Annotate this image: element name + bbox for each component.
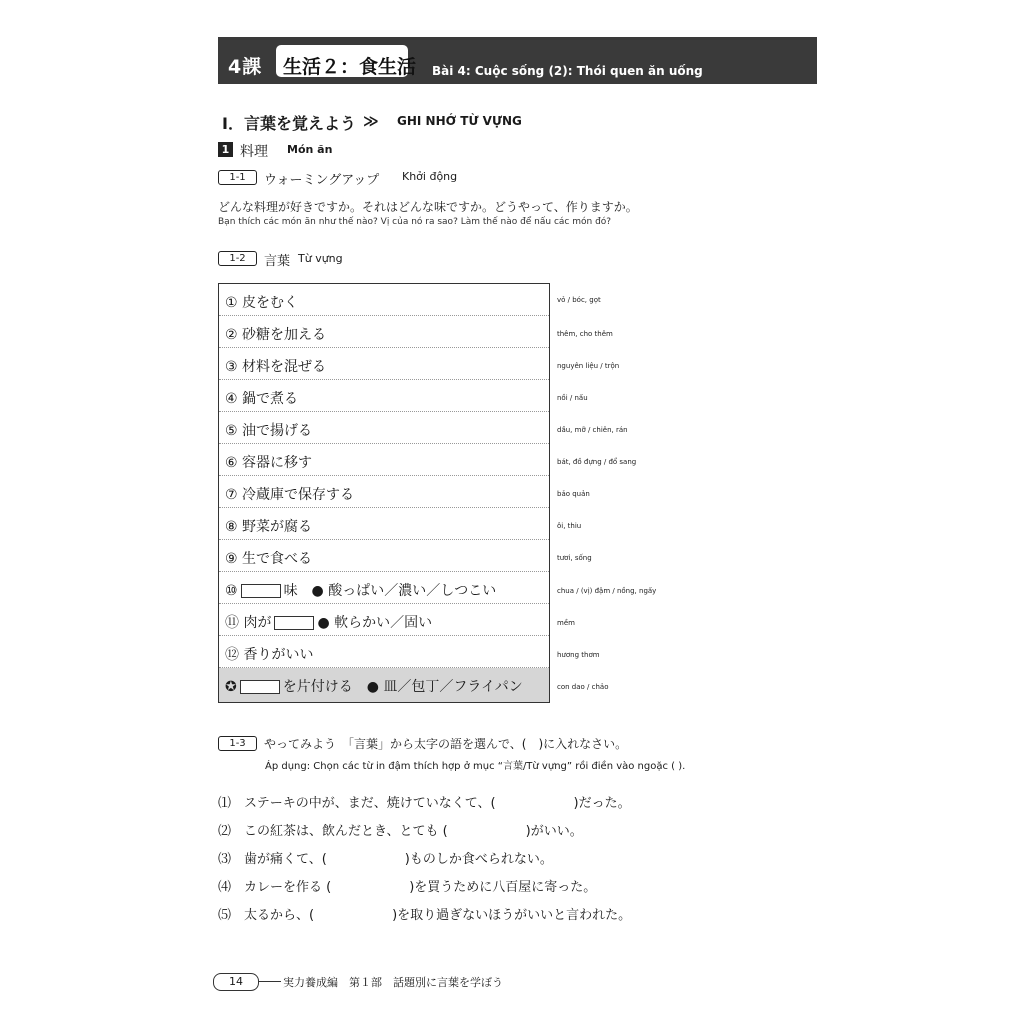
vocab-row [219, 444, 549, 476]
vocab-term-with-blank [225, 612, 432, 632]
exercise-item: ⑸ 太るから、( )を取り過ぎないほうがいいと言われた。 [218, 908, 632, 923]
vocab-options: 味 ● 酸っぱい／濃い／しつこい [283, 583, 497, 599]
vocab-row [219, 476, 549, 508]
exercise-item: ⑴ ステーキの中が、まだ、焼けていなくて、( )だった。 [218, 796, 631, 811]
exercise-item: ⑵ この紅茶は、飲んだとき、とても ( )がいい。 [218, 824, 583, 839]
vocab-row [219, 284, 549, 316]
part-tag-1-2: 1-2 [218, 251, 257, 266]
warmup-label-vn: Khởi động [402, 170, 458, 183]
warmup-question-vn: Bạn thích các món ăn như thế nào? Vị của nó ra sao? Làm thế nào để nấu các món đó? [218, 217, 612, 227]
vocab-row [219, 348, 549, 380]
vocab-gloss: chua / (vị) đậm / nồng, ngấy [557, 587, 657, 595]
vocab-gloss: bát, đồ đựng / đổ sang [557, 458, 637, 466]
vocab-row [219, 412, 549, 444]
vocab-row [219, 636, 549, 668]
vocab-term: ⑦ 冷蔵庫で保存する [225, 487, 355, 503]
vocab-gloss: nguyên liệu / trộn [557, 362, 620, 370]
blank-box [274, 616, 314, 630]
vocab-number: ⑩ [225, 583, 238, 599]
vocab-label-vn: Từ vựng [298, 252, 343, 265]
page-number: 14 [213, 973, 259, 991]
vocab-table [218, 283, 550, 703]
vocab-term: ⑧ 野菜が腐る [225, 519, 313, 535]
vocab-gloss: con dao / chảo [557, 683, 609, 691]
exercise-instruction: やってみよう 「言葉」から太字の語を選んで、( )に入れなさい。 [264, 737, 628, 751]
vocab-term: ⑫ 香りがいい [225, 647, 314, 663]
section-title-vn: GHI NHỚ TỪ VỰNG [397, 114, 522, 128]
lesson-title-vn: Bài 4: Cuộc sống (2): Thói quen ăn uống [432, 64, 703, 78]
vocab-gloss: hương thơm [557, 651, 600, 659]
vocab-row [219, 508, 549, 540]
vocab-term: ⑨ 生で食べる [225, 551, 313, 567]
vocab-term: ⑥ 容器に移す [225, 455, 313, 471]
vocab-term: ④ 鍋で煮る [225, 391, 299, 407]
warmup-question: どんな料理が好きですか。それはどんな味ですか。どうやって、作りますか。 [218, 200, 638, 214]
lesson-title: 生活２：食生活 [283, 56, 417, 78]
lesson-number: 4課 [228, 56, 263, 78]
blank-box [240, 680, 280, 694]
vocab-row [219, 380, 549, 412]
vocab-gloss: tươi, sống [557, 554, 592, 562]
vocab-options: を片付ける ● 皿／包丁／フライパン [282, 679, 523, 695]
warmup-label: ウォーミングアップ [264, 173, 380, 188]
vocab-number: ⑪ 肉が [225, 615, 272, 631]
exercise-item: ⑷ カレーを作る ( )を買うために八百屋に寄った。 [218, 880, 597, 895]
vocab-gloss: nồi / nấu [557, 394, 588, 402]
vocab-term-with-blank [225, 676, 523, 696]
vocab-gloss: vỏ / bóc, gọt [557, 296, 601, 304]
topic-number-badge: 1 [218, 142, 233, 157]
part-tag-1-1: 1-1 [218, 170, 257, 185]
footer-text: 実力養成編 第１部 話題別に言葉を学ぼう [283, 976, 503, 989]
vocab-term: ① 皮をむく [225, 295, 299, 311]
vocab-gloss: mềm [557, 619, 575, 627]
topic-label: 料理 [240, 144, 268, 160]
vocab-options: ● 軟らかい／固い [317, 615, 433, 631]
part-tag-1-3: 1-3 [218, 736, 257, 751]
vocab-gloss: thêm, cho thêm [557, 330, 613, 338]
vocab-row-highlight [219, 668, 549, 702]
vocab-row [219, 604, 549, 636]
vocab-row [219, 316, 549, 348]
star-icon: ✪ [225, 679, 237, 695]
vocab-label: 言葉 [264, 254, 291, 269]
vocab-term-with-blank [225, 580, 496, 600]
vocab-row [219, 572, 549, 604]
blank-box [241, 584, 281, 598]
vocab-gloss: bảo quản [557, 490, 590, 498]
exercise-instruction-vn: Áp dụng: Chọn các từ in đậm thích hợp ở mục “言葉/Từ vựng” rồi điền vào ngoặc ( ). [265, 761, 686, 772]
vocab-gloss: dầu, mỡ / chiên, rán [557, 426, 628, 434]
vocab-term: ② 砂糖を加える [225, 327, 327, 343]
section-title: Ⅰ．言葉を覚えよう [222, 114, 356, 133]
vocab-term: ③ 材料を混ぜる [225, 359, 327, 375]
vocab-gloss: ôi, thiu [557, 522, 582, 530]
exercise-item: ⑶ 歯が痛くて、( )ものしか食べられない。 [218, 852, 553, 867]
double-chevron-icon: ≫ [363, 112, 375, 130]
vocab-row [219, 540, 549, 572]
vocab-term: ⑤ 油で揚げる [225, 423, 313, 439]
topic-label-vn: Món ăn [287, 143, 333, 156]
